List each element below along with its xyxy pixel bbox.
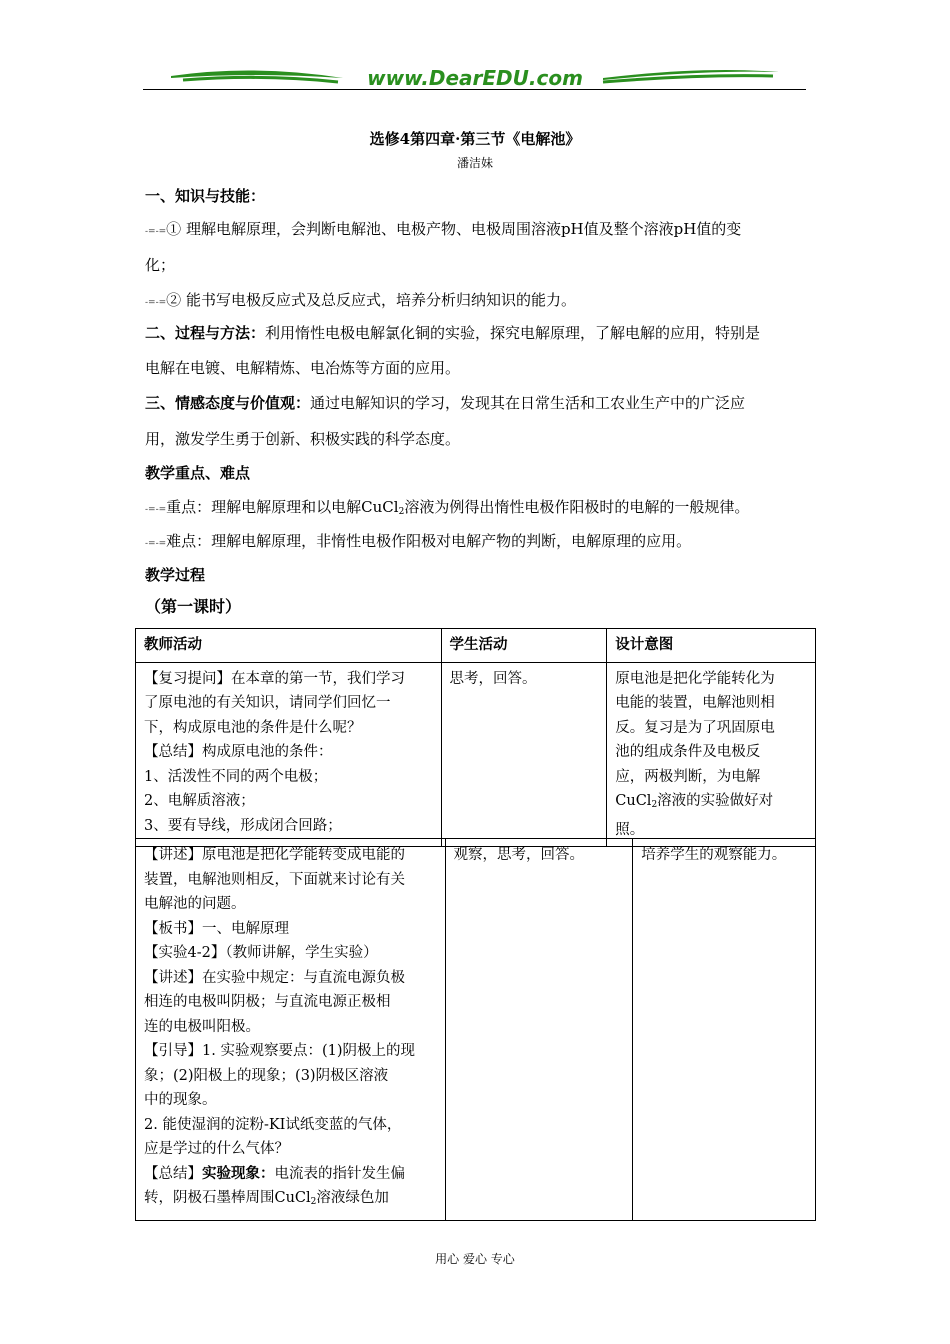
- page-title: 选修4第四章·第三节《电解池》: [369, 130, 581, 148]
- text-line: 【复习提问】在本章的第一节，我们学习: [144, 670, 405, 687]
- lesson-table-2: [135, 838, 816, 1221]
- text-line: 反。复习是为了巩固原电: [615, 719, 775, 736]
- lesson-table-1: [135, 628, 816, 847]
- table-row: [136, 839, 816, 1221]
- text-line: [615, 789, 807, 818]
- text-line: 【讲述】原电池是把化学能转变成电能的: [144, 847, 405, 863]
- section2-line1: [145, 323, 813, 343]
- header-rule: [143, 89, 806, 90]
- text-line: 照。: [615, 821, 645, 838]
- section1-item2-text: ② 能书写电极反应式及总反应式，培养分析归纳知识的能力。: [166, 291, 576, 309]
- section3-heading: 三、情感态度与价值观：: [145, 394, 311, 412]
- header-design-intent: 设计意图: [607, 629, 816, 663]
- key-point-text-b: 溶液为例得出惰性电极作阳极时的电解的一般规律。: [404, 498, 750, 516]
- bullet-mark: -=-=: [145, 539, 167, 549]
- text-line: 中的现象。: [144, 1092, 217, 1108]
- design-intent-cell: 培养学生的观察能力。: [633, 839, 816, 1221]
- key-point-text-a: 重点：理解电解原理和以电解CuCl: [166, 498, 399, 516]
- table-header-row: [136, 629, 816, 663]
- logo-text: www.DearEDU.com: [367, 66, 583, 90]
- text-line: 3、要有导线，形成闭合回路；: [144, 817, 342, 834]
- bullet-mark: -=-=: [145, 505, 167, 515]
- difficult-point-text: 难点：理解电解原理，非惰性电极作阳极对电解产物的判断，电解原理的应用。: [166, 532, 692, 550]
- text-line: 装置，电解池则相反，下面就来讨论有关: [144, 871, 405, 888]
- page-footer: 用心 爱心 专心: [435, 1252, 515, 1266]
- subscript: 2: [398, 507, 405, 517]
- key-point: [145, 497, 813, 522]
- text-line: 应，两极判断，为电解: [615, 768, 761, 785]
- text-line: 连的电极叫阳极。: [144, 1018, 260, 1035]
- author: 潘洁妹: [456, 156, 493, 170]
- subscript: 2: [310, 1197, 317, 1207]
- table-row: [136, 662, 816, 847]
- design-intent-cell: [607, 662, 816, 847]
- text-line: 象；(2)阳极上的现象；(3)阴极区溶液: [144, 1067, 389, 1084]
- header-teacher-activity: 教师活动: [136, 629, 442, 663]
- section1-item2: [145, 290, 813, 313]
- section2-heading: 二、过程与方法：: [145, 324, 266, 342]
- section1-item1-text: ① 理解电解原理，会判断电解池、电极产物、电极周围溶液pH值及整个溶液pH值的变: [166, 220, 742, 238]
- cucl-text: CuCl: [615, 793, 652, 809]
- section3-text: 通过电解知识的学习，发现其在日常生活和工农业生产中的广泛应: [310, 394, 746, 412]
- text-line: 【总结】构成原电池的条件：: [144, 744, 333, 760]
- text-line: [144, 1162, 437, 1187]
- cucl-rest: 溶液的实验做好对: [657, 793, 774, 809]
- section2-line2: 电解在电镀、电解精炼、电冶炼等方面的应用。: [145, 359, 461, 377]
- process-heading: 教学过程: [145, 566, 206, 584]
- summary-label: 【总结】: [144, 1165, 202, 1182]
- text-line: 相连的电极叫阴极；与直流电源正极相: [144, 994, 391, 1010]
- bullet-mark: -=-=: [145, 298, 167, 308]
- lesson-heading: （第一课时）: [145, 597, 242, 616]
- summary-text: 电流表的指针发生偏: [274, 1165, 405, 1182]
- text-line: 池的组成条件及电极反: [615, 744, 761, 760]
- phenomenon-label: 实验现象：: [202, 1164, 275, 1182]
- difficult-point: [145, 531, 813, 554]
- text-line: 1、活泼性不同的两个电极；: [144, 768, 328, 785]
- text-line: 【引导】1. 实验观察要点：(1)阴极上的现: [144, 1043, 415, 1059]
- section2-text: 利用惰性电极电解氯化铜的实验，探究电解原理，了解电解的应用，特别是: [265, 324, 761, 342]
- text-line: 原电池是把化学能转化为: [615, 670, 775, 687]
- section1-item1-line2: 化；: [145, 256, 176, 274]
- subscript: 2: [651, 800, 658, 810]
- student-activity-cell: 思考，回答。: [441, 662, 607, 847]
- text-line: 【实验4-2】（教师讲解，学生实验）: [144, 945, 378, 961]
- text-line: 2. 能使湿润的淀粉-KI试纸变蓝的气体，: [144, 1116, 402, 1133]
- key-points-heading: 教学重点、难点: [145, 464, 251, 482]
- header-student-activity: 学生活动: [441, 629, 607, 663]
- teacher-activity-cell: [136, 839, 446, 1221]
- text-line: [144, 1186, 437, 1215]
- text-line: 2、电解质溶液；: [144, 793, 255, 809]
- cucl-rest: 溶液绿色加: [316, 1190, 389, 1206]
- cucl-text: 转，阴极石墨棒周围CuCl: [144, 1190, 311, 1206]
- student-activity-cell: 观察，思考，回答。: [445, 839, 633, 1221]
- section1-item1-line1: [145, 219, 813, 242]
- text-line: 【讲述】在实验中规定：与直流电源负极: [144, 969, 405, 986]
- text-line: 了原电池的有关知识，请同学们回忆一: [144, 695, 391, 711]
- text-line: 【板书】一、电解原理: [144, 920, 289, 937]
- text-line: 应是学过的什么气体？: [144, 1141, 289, 1157]
- text-line: 电能的装置，电解池则相: [615, 695, 775, 711]
- section3-line2: 用，激发学生勇于创新、积极实践的科学态度。: [145, 430, 461, 448]
- bullet-mark: -=-=: [145, 227, 167, 237]
- section3-line1: [145, 393, 813, 413]
- text-line: 下，构成原电池的条件是什么呢？: [144, 719, 362, 736]
- text-line: 电解池的问题。: [144, 896, 246, 912]
- teacher-activity-cell: [136, 662, 442, 847]
- section1-heading: 一、知识与技能：: [145, 187, 266, 205]
